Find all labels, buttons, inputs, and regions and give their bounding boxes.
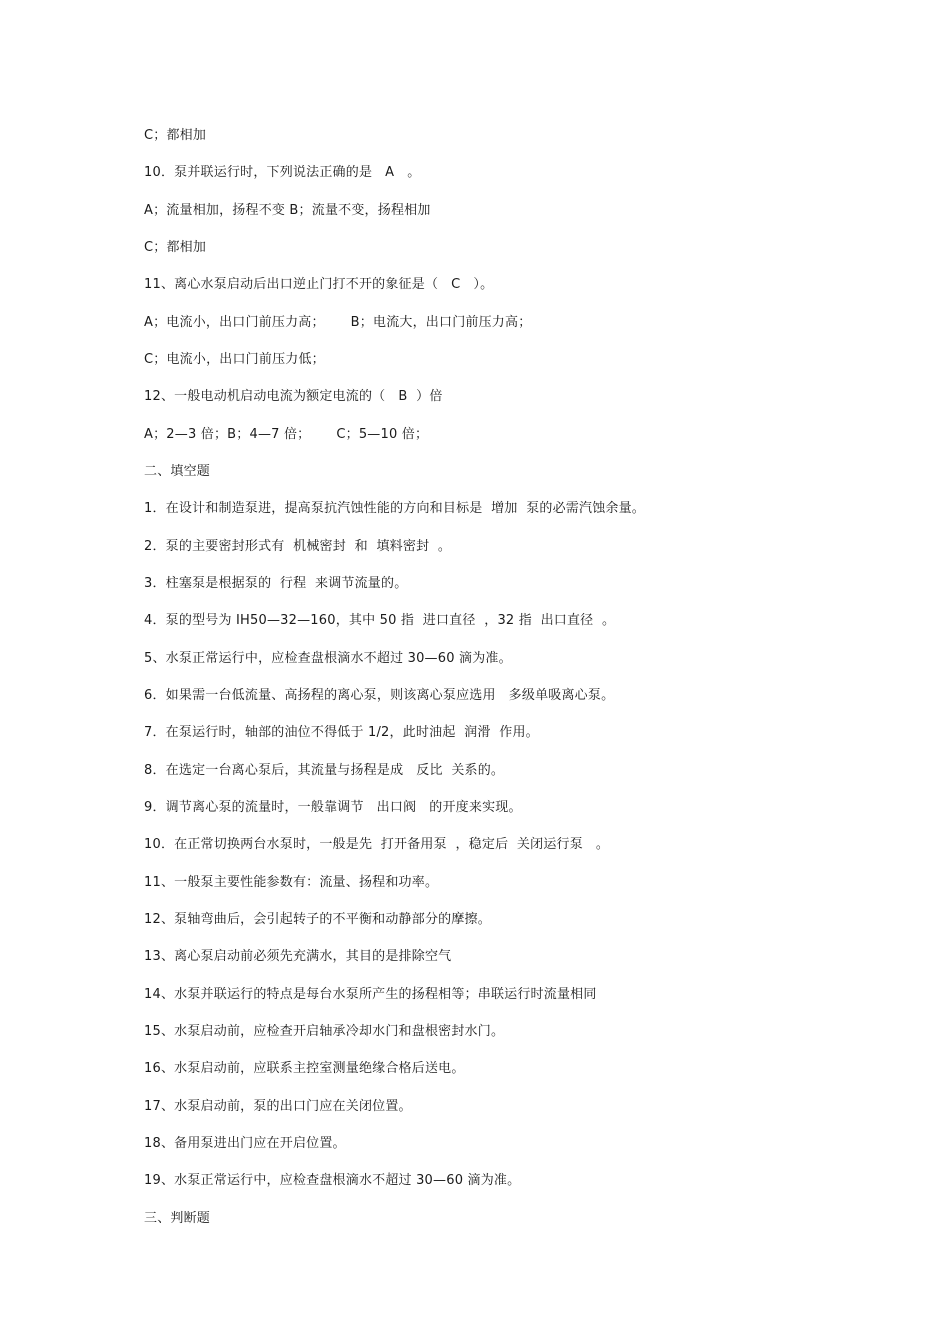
- fill-blank-line: 3．柱塞泵是根据泵的 行程 来调节流量的。: [144, 576, 408, 591]
- fill-blank-line: 7．在泵运行时，轴部的油位不得低于 1/2，此时油起 润滑 作用。: [144, 725, 539, 740]
- fill-blank-line: 1．在设计和制造泵进，提高泵抗汽蚀性能的方向和目标是 增加 泵的必需汽蚀余量。: [144, 501, 646, 516]
- fill-blank-line: 4．泵的型号为 IH50—32—160，其中 50 指 进口直径 ，32 指 出口直径 。: [144, 613, 616, 628]
- options-line: C；都相加: [144, 240, 207, 255]
- question-line: 11、离心水泵启动后出口逆止门打不开的象征是（ C ）。: [144, 277, 494, 292]
- fill-blank-line: 11、一般泵主要性能参数有：流量、扬程和功率。: [144, 875, 439, 890]
- question-line: 12、一般电动机启动电流为额定电流的（ B ）倍: [144, 389, 443, 404]
- fill-blank-line: 6．如果需一台低流量、高扬程的离心泵，则该离心泵应选用 多级单吸离心泵。: [144, 688, 615, 703]
- options-line: A；电流小，出口门前压力高； B；电流大，出口门前压力高；: [144, 315, 532, 330]
- options-line: A；2—3 倍；B；4—7 倍； C；5—10 倍；: [144, 427, 429, 442]
- fill-blank-line: 18、备用泵进出门应在开启位置。: [144, 1136, 346, 1151]
- section-heading: 二、填空题: [144, 464, 211, 479]
- fill-blank-line: 9．调节离心泵的流量时，一般靠调节 出口阀 的开度来实现。: [144, 800, 522, 815]
- options-line: A；流量相加，扬程不变 B；流量不变，扬程相加: [144, 203, 431, 218]
- fill-blank-line: 5、水泵正常运行中，应检查盘根滴水不超过 30—60 滴为准。: [144, 651, 512, 666]
- section-heading: 三、判断题: [144, 1211, 211, 1226]
- fill-blank-line: 10．在正常切换两台水泵时，一般是先 打开备用泵 ，稳定后 关闭运行泵 。: [144, 837, 610, 852]
- fill-blank-line: 15、水泵启动前，应检查开启轴承冷却水门和盘根密封水门。: [144, 1024, 505, 1039]
- fill-blank-line: 8．在选定一台离心泵后，其流量与扬程是成 反比 关系的。: [144, 763, 505, 778]
- fill-blank-line: 13、离心泵启动前必须先充满水，其目的是排除空气: [144, 949, 452, 964]
- fill-blank-line: 16、水泵启动前，应联系主控室测量绝缘合格后送电。: [144, 1061, 465, 1076]
- text-line: C；都相加: [144, 128, 207, 143]
- fill-blank-line: 14、水泵并联运行的特点是每台水泵所产生的扬程相等；串联运行时流量相同: [144, 987, 597, 1002]
- fill-blank-line: 17、水泵启动前，泵的出口门应在关闭位置。: [144, 1099, 412, 1114]
- options-line: C；电流小，出口门前压力低；: [144, 352, 325, 367]
- question-line: 10．泵并联运行时，下列说法正确的是 A 。: [144, 165, 421, 180]
- fill-blank-line: 12、泵轴弯曲后，会引起转子的不平衡和动静部分的摩擦。: [144, 912, 491, 927]
- fill-blank-line: 2．泵的主要密封形式有 机械密封 和 填料密封 。: [144, 539, 452, 554]
- fill-blank-line: 19、水泵正常运行中，应检查盘根滴水不超过 30—60 滴为准。: [144, 1173, 521, 1188]
